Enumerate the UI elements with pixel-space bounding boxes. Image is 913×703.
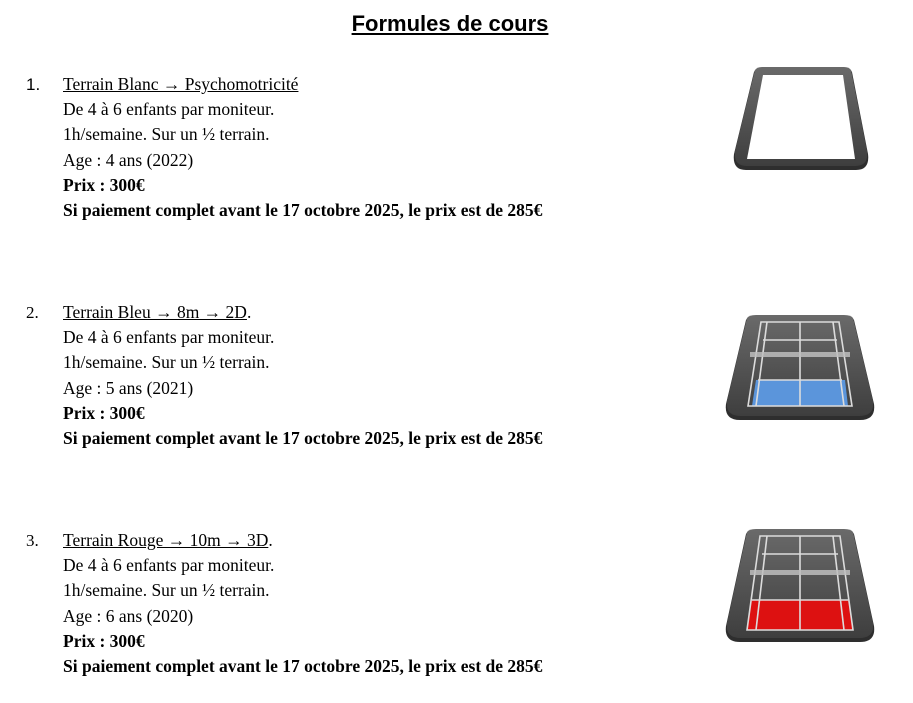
item-age: Age : 5 ans (2021)	[63, 377, 194, 398]
item-discount: Si paiement complet avant le 17 octobre 2025, le prix est de 285€	[63, 656, 543, 677]
item-price: Prix : 300€	[63, 174, 145, 195]
page-title: Formules de cours	[351, 11, 549, 36]
item-heading: Terrain Bleu → 8m → 2D	[63, 302, 247, 322]
white-court-icon	[728, 66, 874, 176]
item-heading: Terrain Rouge → 10m → 3D	[63, 530, 269, 550]
item-price: Prix : 300€	[63, 402, 145, 423]
red-court-icon	[724, 528, 876, 646]
item-age: Age : 6 ans (2020)	[63, 605, 194, 626]
blue-court-icon	[724, 314, 876, 424]
item-details: De 4 à 6 enfants par moniteur.	[63, 99, 275, 120]
item-heading-suffix: .	[268, 530, 273, 550]
court-net	[750, 570, 850, 575]
item-details: De 4 à 6 enfants par moniteur.	[63, 327, 275, 348]
item-schedule: 1h/semaine. Sur un ½ terrain.	[63, 352, 270, 373]
item-discount: Si paiement complet avant le 17 octobre 2025, le prix est de 285€	[63, 200, 543, 221]
court-net	[750, 352, 850, 357]
item-age: Age : 4 ans (2022)	[63, 149, 194, 170]
item-details: De 4 à 6 enfants par moniteur.	[63, 555, 275, 576]
item-heading-suffix: .	[246, 302, 252, 322]
court-surface	[747, 75, 855, 159]
item-price: Prix : 300€	[63, 630, 145, 651]
item-number: 1.	[26, 75, 41, 94]
item-number: 3.	[26, 531, 39, 550]
item-schedule: 1h/semaine. Sur un ½ terrain.	[63, 124, 270, 145]
item-discount: Si paiement complet avant le 17 octobre 2025, le prix est de 285€	[63, 428, 543, 449]
item-heading: Terrain Blanc → Psychomotricité	[63, 74, 299, 94]
item-schedule: 1h/semaine. Sur un ½ terrain.	[63, 580, 270, 601]
item-number: 2.	[26, 303, 39, 322]
